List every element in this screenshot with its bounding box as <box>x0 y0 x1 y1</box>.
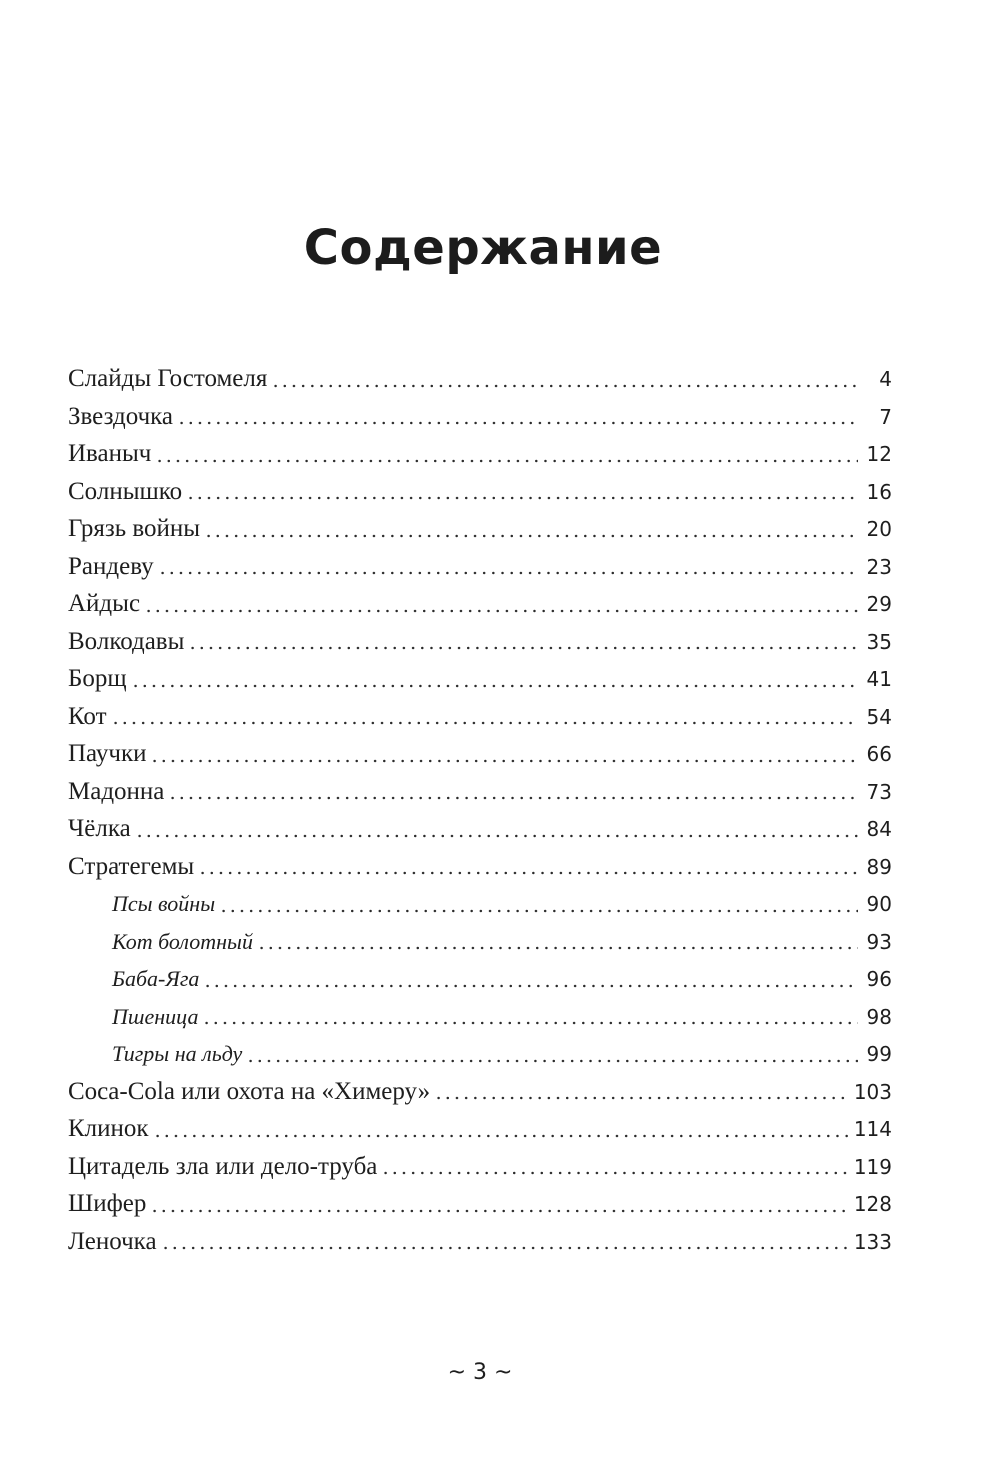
toc-entry-page: 16 <box>866 479 892 504</box>
toc-entry-page: 35 <box>866 629 892 654</box>
toc-entry-title: Пшеница <box>112 1003 199 1029</box>
toc-entry-page: 90 <box>866 892 892 916</box>
toc-entry <box>68 473 892 511</box>
toc-entry-title: Рандеву <box>68 552 154 580</box>
toc-entry-page: 133 <box>853 1229 892 1254</box>
toc-entry-title: Баба-Яга <box>112 966 200 991</box>
toc-entry-title: Чёлка <box>68 815 131 842</box>
dot-leader <box>219 908 858 914</box>
toc-entry-title: Стратегемы <box>68 852 195 880</box>
toc-subentry <box>68 998 892 1036</box>
toc-entry-title: Грязь войны <box>68 515 201 542</box>
toc-entry <box>68 398 892 436</box>
toc-entry <box>68 735 892 773</box>
toc-entry-page: 93 <box>866 929 892 954</box>
toc-entry-title: Кот болотный <box>112 928 253 954</box>
toc-entry-title: Шифер <box>68 1190 147 1217</box>
toc-entry-page: 114 <box>853 1117 892 1141</box>
toc-entry <box>68 1110 892 1148</box>
toc-entry-page: 4 <box>879 367 892 391</box>
toc-entry-page: 23 <box>866 554 892 579</box>
toc-entry-page: 128 <box>853 1192 892 1216</box>
dot-leader <box>158 570 858 576</box>
toc-entry-title: Иваныч <box>68 440 152 467</box>
toc-subentry <box>68 923 892 961</box>
toc-entry-page: 20 <box>866 517 892 541</box>
toc-entry-page: 103 <box>853 1079 892 1104</box>
dot-leader <box>271 383 858 389</box>
dot-leader <box>150 1208 849 1214</box>
dot-leader <box>202 1020 858 1026</box>
toc-subentry <box>68 960 892 998</box>
toc-entry <box>68 548 892 586</box>
toc-entry-title: Слайды Гостомеля <box>68 365 268 392</box>
page-title: Содержание <box>303 220 663 277</box>
dot-leader <box>111 720 858 726</box>
toc-entry-title: Айдыс <box>68 590 141 617</box>
dot-leader <box>155 458 858 464</box>
dot-leader <box>135 833 858 839</box>
toc-entry <box>68 1185 892 1223</box>
toc-entry-title: Кот <box>68 702 107 730</box>
toc-entry-title: Звездочка <box>68 402 174 430</box>
dot-leader <box>198 870 858 876</box>
toc-entry-title: Паучки <box>68 740 147 767</box>
toc-entry-title: Волкодавы <box>68 627 185 655</box>
toc-entry-title: Борщ <box>68 665 127 692</box>
toc-entry-page: 73 <box>866 779 892 804</box>
toc-entry-page: 12 <box>866 442 892 466</box>
dot-leader <box>186 495 858 501</box>
toc-entry <box>68 1223 892 1261</box>
toc-entry-page: 98 <box>866 1004 892 1029</box>
dot-leader <box>150 758 858 764</box>
toc-entry-title: Мадонна <box>68 777 165 805</box>
toc-entry <box>68 510 892 548</box>
toc-entry-title: Coca-Cola или охота на «Химеру» <box>68 1077 431 1105</box>
dot-leader <box>204 533 858 539</box>
toc-entry-page: 7 <box>879 404 892 429</box>
dot-leader <box>434 1095 850 1101</box>
toc-entry-page: 89 <box>866 854 892 879</box>
dot-leader <box>177 420 858 426</box>
dot-leader <box>153 1133 850 1139</box>
toc-entry-title: Тигры на льду <box>112 1041 243 1066</box>
toc-entry <box>68 698 892 736</box>
toc-entry-page: 41 <box>866 667 892 691</box>
page-number: ~ 3 ~ <box>447 1360 513 1385</box>
toc-subentry <box>68 885 892 923</box>
toc-entry <box>68 623 892 661</box>
dot-leader <box>203 983 858 989</box>
toc-entry-title: Цитадель зла или дело-труба <box>68 1152 378 1180</box>
toc-entry-page: 66 <box>866 742 892 766</box>
toc-entry <box>68 1148 892 1186</box>
toc-entry <box>68 660 892 698</box>
dot-leader <box>381 1170 849 1176</box>
toc-entry <box>68 1073 892 1111</box>
dot-leader <box>131 683 858 689</box>
toc-entry-page: 119 <box>853 1154 892 1179</box>
toc-entry-page: 54 <box>866 704 892 729</box>
table-of-contents <box>68 360 892 1260</box>
toc-subentry <box>68 1035 892 1073</box>
toc-entry <box>68 435 892 473</box>
toc-entry-title: Леночка <box>68 1227 157 1255</box>
toc-entry <box>68 810 892 848</box>
toc-entry-title: Солнышко <box>68 477 183 505</box>
toc-entry-title: Клинок <box>68 1115 149 1142</box>
toc-entry <box>68 773 892 811</box>
toc-entry <box>68 585 892 623</box>
toc-entry <box>68 848 892 886</box>
toc-entry-page: 96 <box>866 967 892 991</box>
dot-leader <box>168 795 858 801</box>
dot-leader <box>161 1245 850 1251</box>
toc-entry <box>68 360 892 398</box>
toc-entry-page: 29 <box>866 592 892 616</box>
dot-leader <box>188 645 858 651</box>
dot-leader <box>257 945 858 951</box>
dot-leader <box>246 1058 858 1064</box>
toc-entry-title: Псы войны <box>112 891 216 916</box>
toc-entry-page: 99 <box>866 1042 892 1066</box>
toc-entry-page: 84 <box>866 817 892 841</box>
dot-leader <box>144 608 858 614</box>
